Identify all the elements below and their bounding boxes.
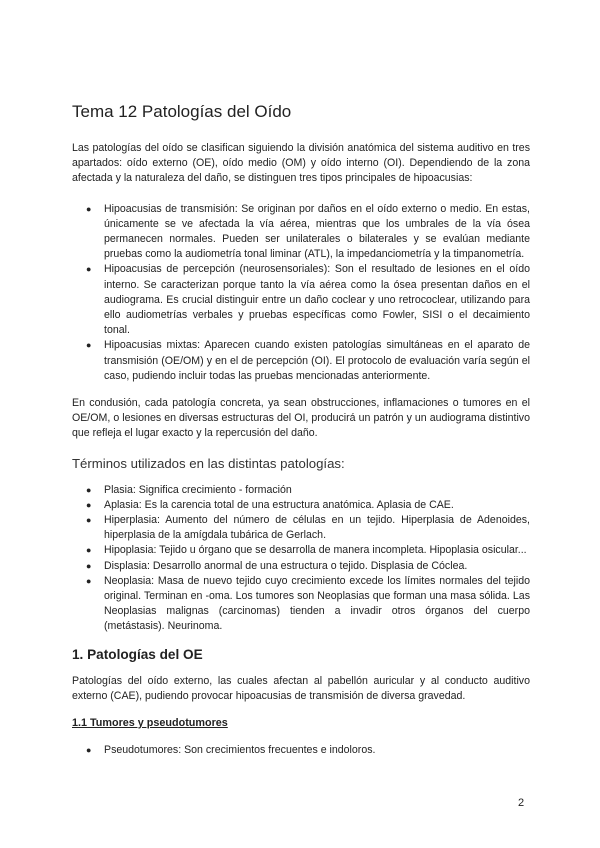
bullet-icon: ● xyxy=(86,203,92,214)
section-paragraph: Patologías del oído externo, las cuales afectan al pabellón auricular y al conducto auditivo externo (CAE), pudiendo provocar hipoacusias de transmisión de diversa gravedad. xyxy=(72,674,530,702)
list-item: ● Pseudotumores: Son crecimientos frecuentes e indoloros. xyxy=(82,743,530,758)
list-item: ● Hipoacusias de transmisión: Se originan por daños en el oído externo o medio. En estas, únicamente se ve afectada la vía aérea, mientras que los umbrales de la vía ósea permanecen normales. Pueden ser unilaterales o bilaterales y se evalúan mediante pruebas como la audiometría tonal liminar (ATL), la impedanciometría y la timpanometría. xyxy=(86,202,530,261)
list-item: ● Displasia: Desarrollo anormal de una estructura o tejido. Displasia de Cóclea. xyxy=(82,559,530,574)
bullet-icon: ● xyxy=(86,340,92,351)
list-item: ● Hipoacusias mixtas: Aparecen cuando existen patologías simultáneas en el aparato de transmisión (OE/OM) y en el de percepción (OI). El protocolo de evaluación varía según el caso, pudiendo incluir todas las pruebas mencionadas anteriormente. xyxy=(86,339,530,382)
conclusion-paragraph: En condusión, cada patología concreta, ya sean obstrucciones, inflamaciones o tumores en el OE/OM, o lesiones en diversas estructuras del OI, producirá un patrón y un audiograma distintivo que refleja el lugar exacto y la repercusión del daño. xyxy=(72,397,530,440)
section-heading: 1. Patologías del OE xyxy=(72,646,203,662)
document-title: Tema 12 Patologías del Oído xyxy=(72,102,292,121)
intro-paragraph: Las patologías del oído se clasifican siguiendo la división anatómica del sistema auditivo en tres apartados: oído externo (OE), oído medio (OM) y oído interno (OI). Dependiendo de la zona afectada y la naturaleza del daño, se distinguen tres tipos principales de hipoacusias: xyxy=(72,142,530,185)
terminos-heading: Términos utilizados en las distintas patologías: xyxy=(72,455,345,471)
list-item: ● Hiperplasia: Aumento del número de células en un tejido. Hiperplasia de Adenoides, hiperplasia de la amígdala tubárica de Gerlach. xyxy=(86,514,530,542)
terminos-list xyxy=(72,483,530,635)
bullet-icon: ● xyxy=(86,264,92,275)
bullet-icon: ● xyxy=(86,560,92,571)
list-item: ● Hipoplasia: Tejido u órgano que se desarrolla de manera incompleta. Hipoplasia osicular... xyxy=(82,543,530,558)
subsection-list xyxy=(72,743,530,758)
subsection-heading: 1.1 Tumores y pseudotumores xyxy=(72,717,228,730)
bullet-icon: ● xyxy=(86,745,92,756)
bullet-icon: ● xyxy=(86,515,92,526)
page-number: 2 xyxy=(518,797,525,809)
hipoacusias-list xyxy=(72,202,530,384)
list-item: ● Plasia: Significa crecimiento - formación xyxy=(82,483,530,498)
bullet-icon: ● xyxy=(86,499,92,510)
page-content xyxy=(72,102,530,770)
bullet-icon: ● xyxy=(86,484,92,495)
list-item: ● Aplasia: Es la carencia total de una estructura anatómica. Aplasia de CAE. xyxy=(82,498,530,513)
list-item: ● Neoplasia: Masa de nuevo tejido cuyo crecimiento excede los límites normales del tejido original. Terminan en -oma. Los tumores son Neoplasias que forman una masa sólida. Las Neoplasias malignas (carcinomas) tienden a invadir otros órganos del cuerpo (metástasis). Neurinoma. xyxy=(86,574,530,633)
bullet-icon: ● xyxy=(86,545,92,556)
list-item: ● Hipoacusias de percepción (neurosensoriales): Son el resultado de lesiones en el oído interno. Se caracterizan porque tanto la vía aérea como la ósea presentan daños en el audiograma. Es crucial distinguir entre un daño coclear y uno retrococlear, utilizando para ello audiometrías verbales y pruebas específicas como Fowler, SISI o el decaimiento tonal. xyxy=(86,263,530,337)
bullet-icon: ● xyxy=(86,575,92,586)
